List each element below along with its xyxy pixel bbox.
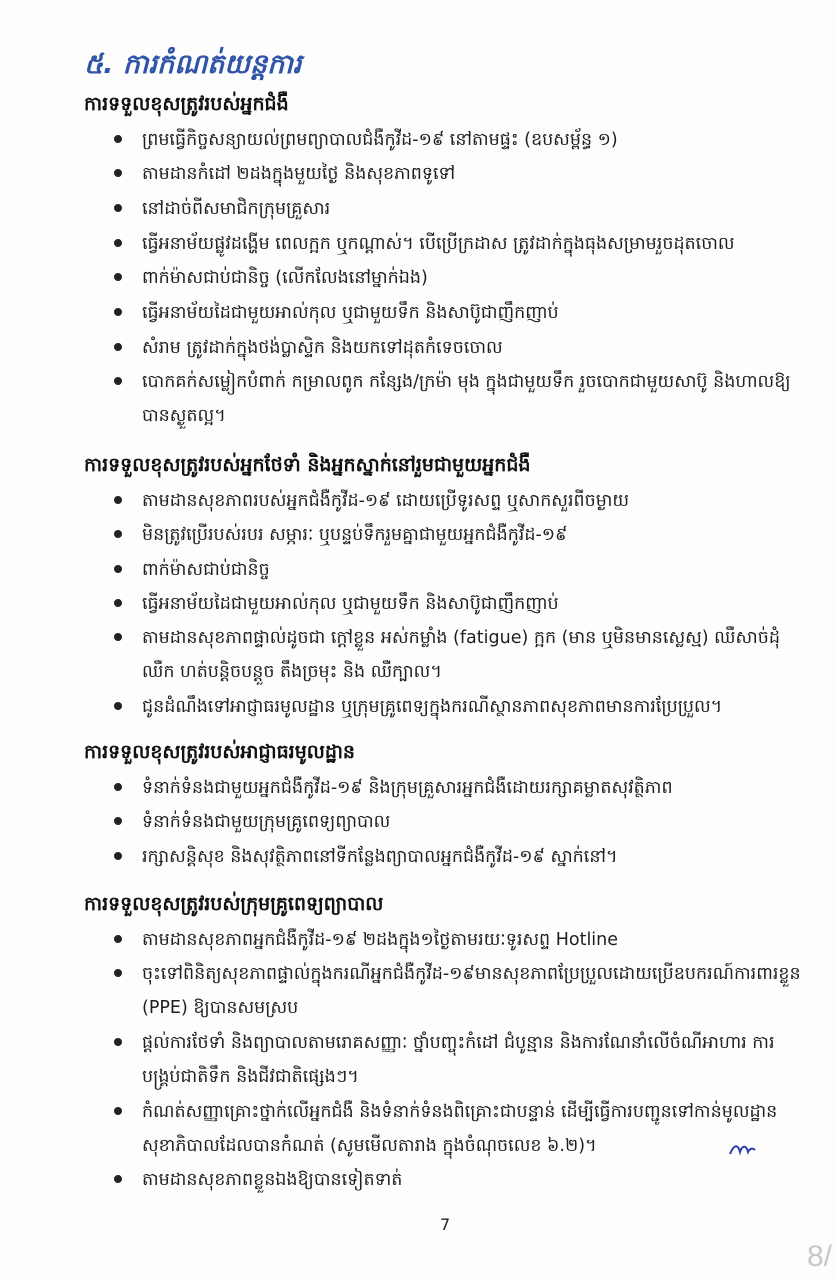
bullet-icon <box>114 702 122 710</box>
list-item: នៅដាច់ពីសមាជិកក្រុមគ្រួសារ <box>114 192 804 226</box>
section-heading-medical-team: ការទទួលខុសត្រូវរបស់ក្រុមគ្រូពេទ្យព្យាបាល <box>84 893 384 915</box>
list-item: ជូនដំណឹងទៅអាជ្ញាធរមូលដ្ឋាន ឬក្រុមគ្រូពេទ្យក្នុងករណីស្ថានភាពសុខភាពមានការប្រែប្រួល។ <box>114 690 804 724</box>
page-number: 7 <box>440 1215 451 1234</box>
bullet-icon <box>114 817 122 825</box>
bullet-icon <box>114 1175 122 1183</box>
list-item: ព្រមធ្វើកិច្ចសន្យាយល់ព្រមព្យាបាលជំងឺកូវីដ-១៩ នៅតាមផ្ទះ (ឧបសម្ព័ន្ធ ១) <box>114 123 804 157</box>
bullet-icon <box>114 530 122 538</box>
bullet-icon <box>114 273 122 281</box>
bullet-icon <box>114 783 122 791</box>
bullet-icon <box>114 565 122 573</box>
bullet-icon <box>114 1038 122 1046</box>
list-item: ទំនាក់ទំនងជាមួយក្រុមគ្រូពេទ្យព្យាបាល <box>114 805 804 839</box>
list-item: ធ្វើអនាម័យដៃជាមួយអាល់កុល ឬជាមួយទឹក និងសាប៊ូជាញឹកញាប់ <box>114 587 804 621</box>
list-item: កំណត់សញ្ញាគ្រោះថ្នាក់លើអ្នកជំងឺ និងទំនាក់ទំនងពិគ្រោះជាបន្ទាន់ ដើម្បីធ្វើការបញ្ជូនទៅកាន់មូលដ្ឋានសុខាភិបាលដែលបានកំណត់ (សូមមើលតារាង ក្នុងចំណុចលេខ ៦.២)។ <box>114 1095 804 1163</box>
list-item: ចុះទៅពិនិត្យសុខភាពផ្ទាល់ក្នុងករណីអ្នកជំងឺកូវីដ-១៩មានសុខភាពប្រែប្រួលដោយប្រើឧបករណ៍ការពារខ្លួន (PPE) ឱ្យបានសមស្រប <box>114 957 804 1025</box>
bullet-icon <box>114 1107 122 1115</box>
bullet-icon <box>114 169 122 177</box>
handwritten-mark-icon <box>728 1140 756 1158</box>
bullet-icon <box>114 599 122 607</box>
bullet-icon <box>114 969 122 977</box>
section-heading-caregiver: ការទទួលខុសត្រូវរបស់អ្នកថែទាំ និងអ្នកស្នាក់នៅរួមជាមួយអ្នកជំងឺ <box>84 454 531 476</box>
bullet-icon <box>114 633 122 641</box>
list-item: តាមដានសុខភាពរបស់អ្នកជំងឺកូវីដ-១៩ ដោយប្រើទូរសព្ទ ឬសាកសួរពីចម្ងាយ <box>114 484 804 518</box>
list-item: ធ្វើអនាម័យផ្លូវដង្ហើម ពេលក្អក ឬកណ្តាស់។ បើប្រើក្រដាស ត្រូវដាក់ក្នុងធុងសម្រាមរួចដុតចោល <box>114 227 804 261</box>
list-item: តាមដានសុខភាពអ្នកជំងឺកូវីដ-១៩ ២ដងក្នុង១ថ្ងៃតាមរយៈទូរសព្ទ Hotline <box>114 923 804 957</box>
bullet-icon <box>114 135 122 143</box>
bullet-icon <box>114 496 122 504</box>
list-item: បោកគក់សម្លៀកបំពាក់ កម្រាលពូក កន្សែង/ក្រម៉ា មុង ក្នុងជាមួយទឹក រួចបោកជាមួយសាប៊ូ និងហាលឱ្យបានស្ងួតល្អ។ <box>114 365 804 433</box>
list-item: តាមដានសុខភាពខ្លួនឯងឱ្យបានទៀតទាត់ <box>114 1163 804 1197</box>
bullet-icon <box>114 308 122 316</box>
list-item: ផ្តល់ការថែទាំ និងព្យាបាលតាមរោគសញ្ញាៈ ថ្នាំបញ្ចុះកំដៅ ជំបូន្មាន និងការណែនាំលើចំណីអាហារ ការបង្គ្រប់ជាតិទឹក និងជីវជាតិផ្សេងៗ។ <box>114 1026 804 1094</box>
bullet-icon <box>114 377 122 385</box>
bullet-icon <box>114 204 122 212</box>
bullet-icon <box>114 239 122 247</box>
list-item: តាមដានកំដៅ ២ដងក្នុងមួយថ្ងៃ និងសុខភាពទូទៅ <box>114 157 804 191</box>
page-counter: 8/ <box>806 1240 832 1273</box>
list-item: ពាក់ម៉ាសជាប់ជានិច្ច <box>114 553 804 587</box>
list-item: ធ្វើអនាម័យដៃជាមួយអាល់កុល ឬជាមួយទឹក និងសាប៊ូជាញឹកញាប់ <box>114 296 804 330</box>
page-title: ៥. ការកំណត់យន្តការ <box>84 49 302 80</box>
list-item: រក្សាសន្តិសុខ និងសុវត្ថិភាពនៅទីកន្លែងព្យាបាលអ្នកជំងឺកូវីដ-១៩ ស្នាក់នៅ។ <box>114 840 804 874</box>
bullet-icon <box>114 343 122 351</box>
bullet-icon <box>114 935 122 943</box>
list-item: ពាក់ម៉ាសជាប់ជានិច្ច (លើកលែងនៅម្នាក់ឯង) <box>114 261 804 295</box>
section-heading-local-authority: ការទទួលខុសត្រូវរបស់អាជ្ញាធរមូលដ្ឋាន <box>84 741 355 763</box>
section-heading-patient: ការទទួលខុសត្រូវរបស់អ្នកជំងឺ <box>84 93 289 115</box>
list-item: ទំនាក់ទំនងជាមួយអ្នកជំងឺកូវីដ-១៩ និងក្រុមគ្រួសារអ្នកជំងឺដោយរក្សាគម្លាតសុវត្ថិភាព <box>114 771 804 805</box>
bullet-icon <box>114 852 122 860</box>
list-item: មិនត្រូវប្រើរបស់របរ សម្ភារៈ ឬបន្ទប់ទឹករួមគ្នាជាមួយអ្នកជំងឺកូវីដ-១៩ <box>114 518 804 552</box>
list-item: សំរាម ត្រូវដាក់ក្នុងថង់ប្លាស្ទិក និងយកទៅដុតកំទេចចោល <box>114 331 804 365</box>
list-item: តាមដានសុខភាពផ្ទាល់ដូចជា ក្តៅខ្លួន អស់កម្លាំង (fatigue) ក្អក (មាន ឬមិនមានស្លេស្ម) ឈឺសាច់ដុំ ឈឺក ហត់បន្តិចបន្តួច តឹងច្រមុះ និង ឈឺក្បាល។ <box>114 621 804 689</box>
